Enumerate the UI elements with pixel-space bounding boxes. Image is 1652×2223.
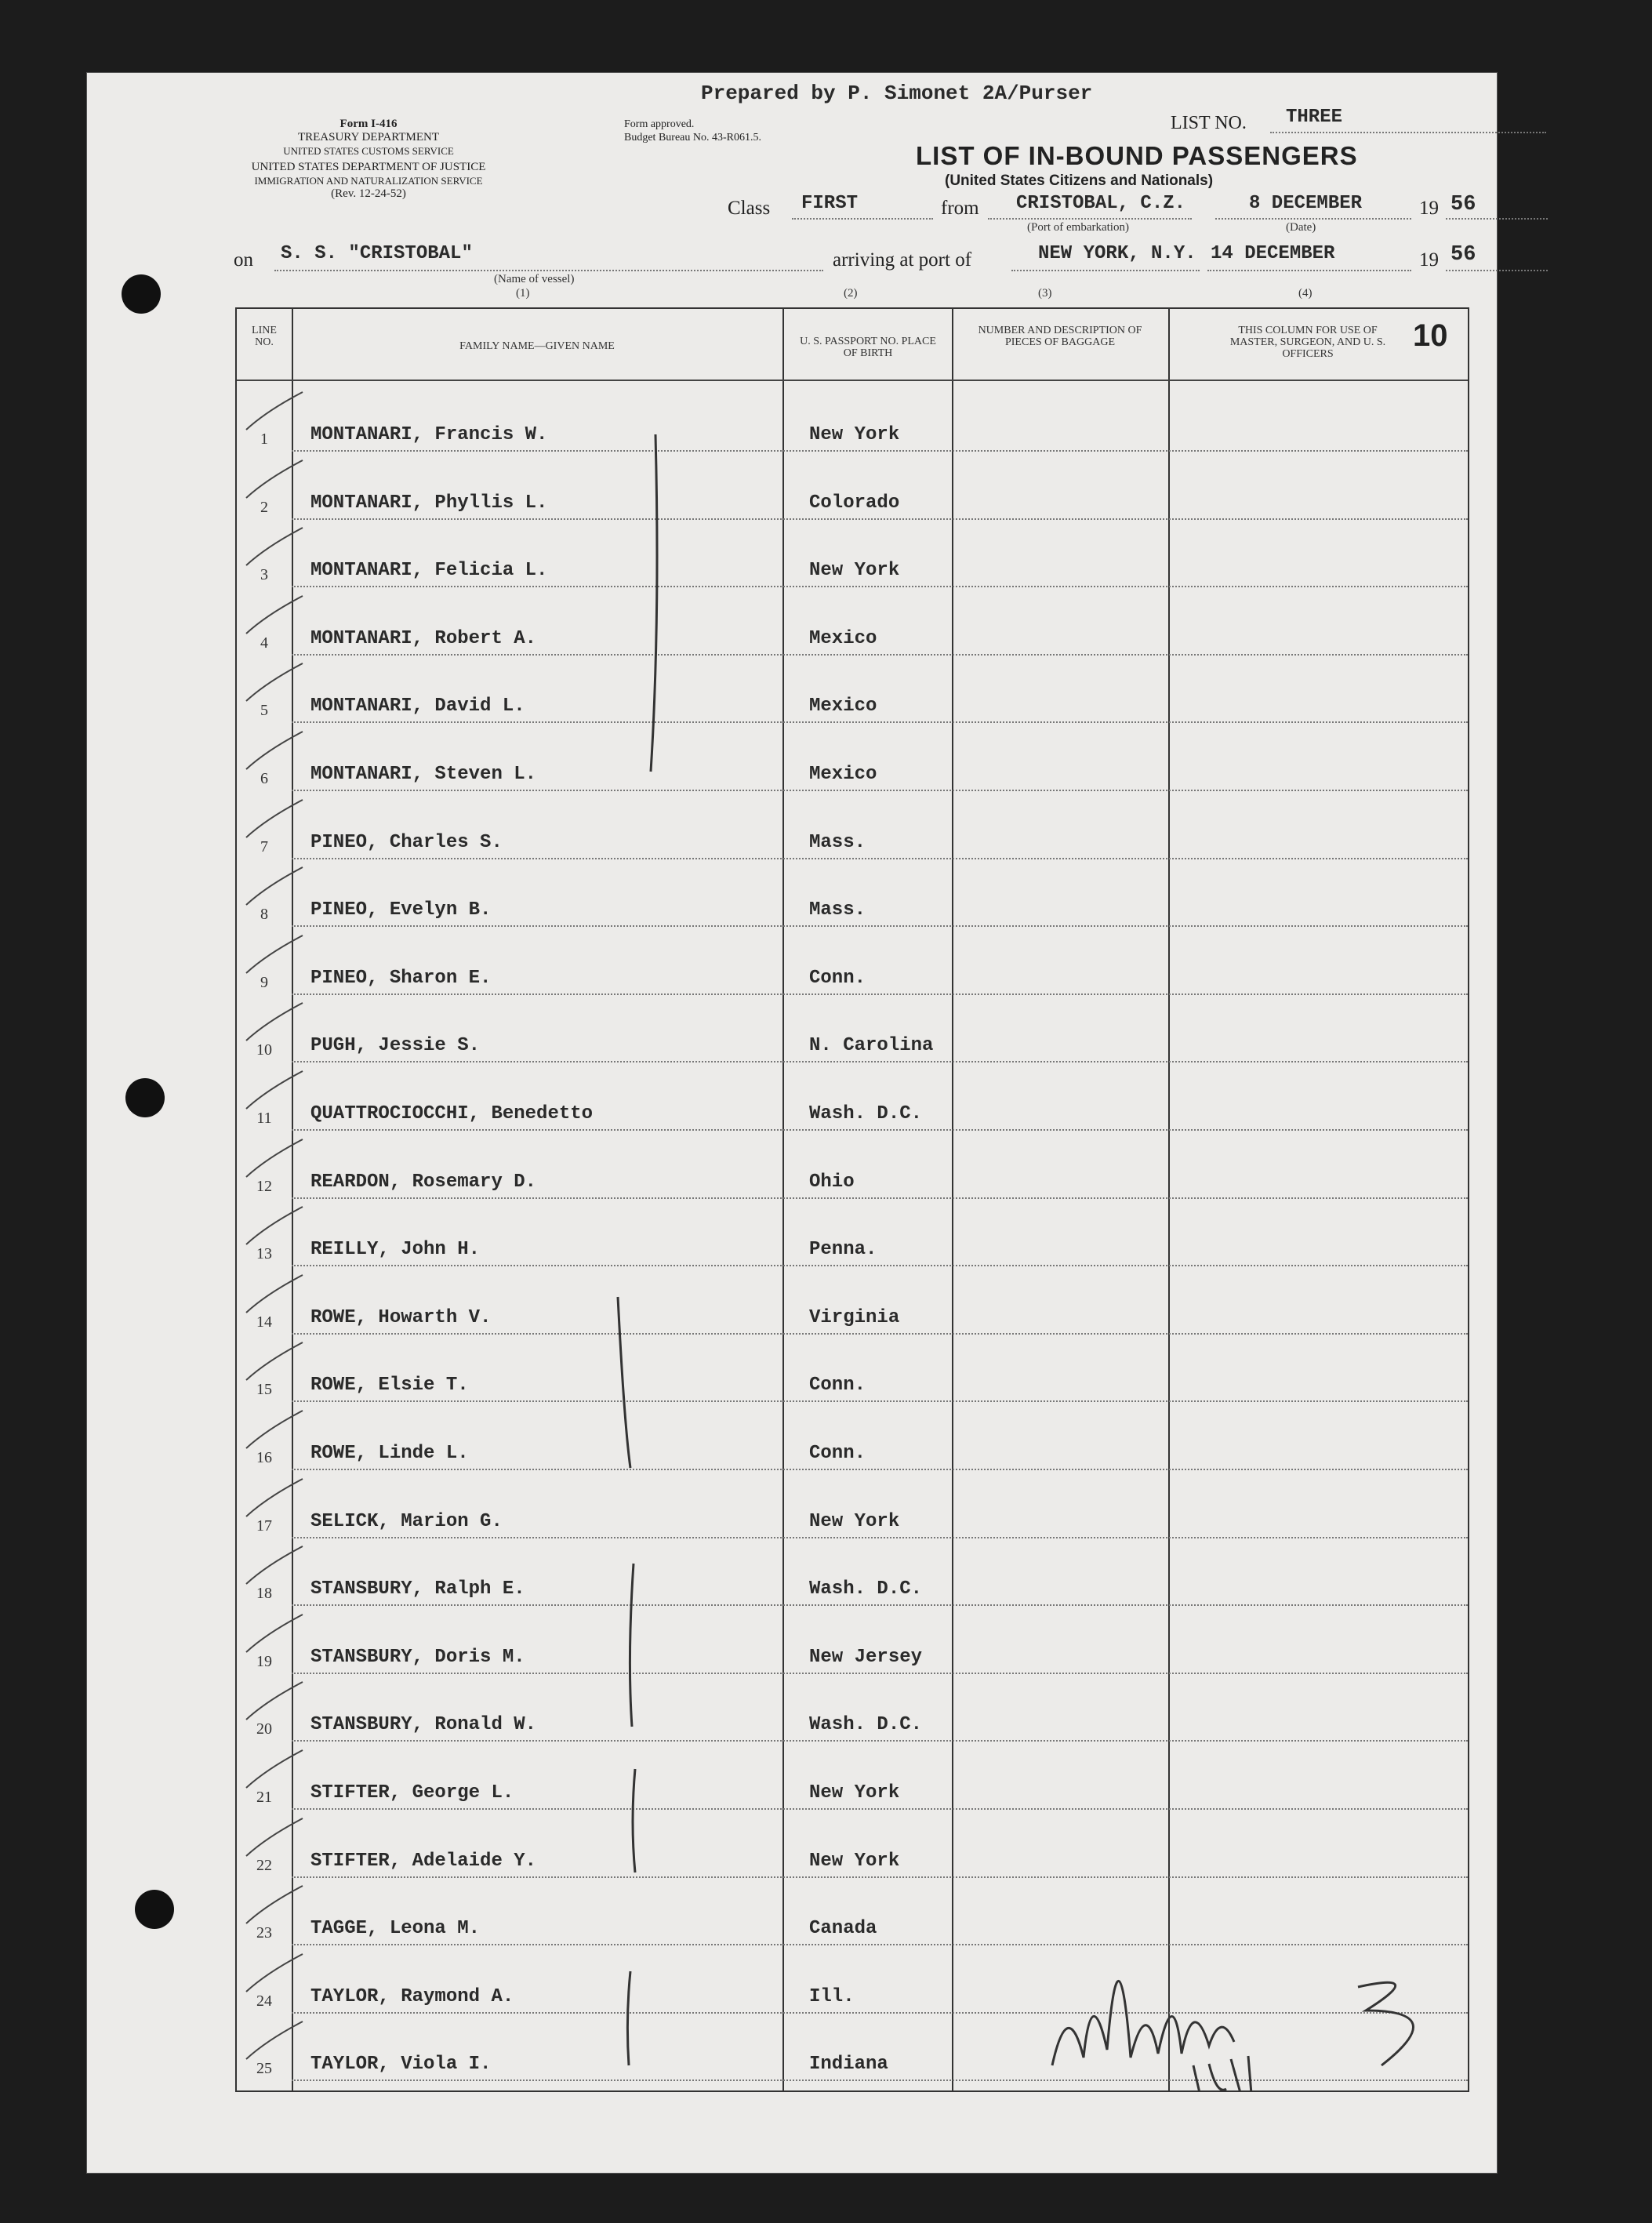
on-label: on — [234, 249, 253, 271]
arrival-year-prefix: 19 — [1419, 249, 1439, 271]
passenger-name: MONTANARI, Robert A. — [310, 627, 537, 649]
bracket-marks — [237, 309, 1468, 2090]
passenger-name: PINEO, Charles S. — [310, 831, 503, 853]
passenger-name: REILLY, John H. — [310, 1239, 481, 1261]
line-number: 23 — [256, 1924, 272, 1942]
punch-hole-top — [122, 274, 161, 314]
from-label: from — [941, 198, 979, 219]
bracket-rowe — [618, 1297, 630, 1468]
passenger-name: SELICK, Marion G. — [310, 1510, 503, 1532]
embarkation-port: CRISTOBAL, C.Z. — [1016, 193, 1186, 214]
line-number: 12 — [256, 1177, 272, 1195]
column-ref-4: (4) — [1298, 287, 1313, 300]
line-number: 9 — [260, 973, 268, 991]
place-of-birth: New York — [809, 560, 900, 582]
punch-hole-middle — [125, 1078, 165, 1117]
line-number: 18 — [256, 1585, 272, 1603]
date-caption: (Date) — [1286, 221, 1316, 234]
col-header-line: LINE NO. — [252, 325, 277, 348]
line-number: 17 — [256, 1517, 272, 1535]
line-number: 10 — [256, 1041, 272, 1059]
place-of-birth: Mass. — [809, 899, 866, 921]
passenger-name: MONTANARI, Francis W. — [310, 424, 548, 445]
place-of-birth: Conn. — [809, 1375, 866, 1397]
place-of-birth: Conn. — [809, 1443, 866, 1464]
arrival-date-line — [1207, 270, 1411, 271]
arriving-label: arriving at port of — [833, 249, 972, 271]
column-ref-3: (3) — [1038, 287, 1052, 300]
place-of-birth: Mexico — [809, 696, 877, 717]
passenger-name: ROWE, Elsie T. — [310, 1375, 469, 1397]
place-of-birth: New York — [809, 1850, 900, 1872]
vessel-caption: (Name of vessel) — [494, 273, 575, 285]
passenger-name: TAYLOR, Raymond A. — [310, 1985, 514, 2007]
col-header-name: FAMILY NAME—GIVEN NAME — [459, 340, 615, 352]
passenger-name: PUGH, Jessie S. — [310, 1035, 481, 1057]
place-of-birth: Colorado — [809, 492, 900, 514]
column-ref-2: (2) — [844, 287, 858, 300]
prepared-by: Prepared by P. Simonet 2A/Purser — [701, 82, 1093, 105]
line-number: 5 — [260, 702, 268, 720]
line-number: 8 — [260, 906, 268, 924]
line-number: 19 — [256, 1652, 272, 1670]
passenger-name: STANSBURY, Ralph E. — [310, 1578, 525, 1600]
year-line — [1446, 218, 1548, 220]
passenger-name: STIFTER, George L. — [310, 1782, 514, 1803]
place-of-birth: Mexico — [809, 764, 877, 785]
page-number: 10 — [1413, 318, 1448, 353]
passenger-name: MONTANARI, Phyllis L. — [310, 492, 548, 514]
col-header-baggage: NUMBER AND DESCRIPTION OF PIECES OF BAGGAGE — [978, 325, 1142, 348]
place-of-birth: New York — [809, 1782, 900, 1803]
passenger-name: PINEO, Evelyn B. — [310, 899, 492, 921]
bracket-stifter — [633, 1769, 635, 1872]
passenger-name: QUATTROCIOCCHI, Benedetto — [310, 1103, 594, 1124]
budget-bureau: Budget Bureau No. 43-R061.5. — [624, 132, 761, 143]
place-of-birth: Conn. — [809, 967, 866, 989]
col-header-officers: THIS COLUMN FOR USE OF MASTER, SURGEON, AND U. S. OFFICERS — [1229, 325, 1386, 360]
passenger-name: STANSBURY, Doris M. — [310, 1646, 525, 1668]
vessel-line — [274, 270, 823, 271]
place-of-birth: New Jersey — [809, 1646, 923, 1668]
place-of-birth: Ill. — [809, 1985, 855, 2007]
arrival-port-line — [1011, 270, 1200, 271]
col-header-passport: U. S. PASSPORT NO. PLACE OF BIRTH — [800, 336, 936, 359]
line-number: 2 — [260, 498, 268, 516]
passenger-name: TAYLOR, Viola I. — [310, 2054, 492, 2076]
place-of-birth: Mass. — [809, 831, 866, 853]
arrival-port: NEW YORK, N.Y. — [1038, 243, 1196, 264]
passenger-name: REARDON, Rosemary D. — [310, 1171, 537, 1193]
page-title: LIST OF IN-BOUND PASSENGERS — [916, 141, 1358, 170]
line-number: 25 — [256, 2060, 272, 2078]
place-of-birth: Virginia — [809, 1306, 900, 1328]
passenger-name: PINEO, Sharon E. — [310, 967, 492, 989]
column-ref-1: (1) — [516, 287, 530, 300]
place-of-birth: Wash. D.C. — [809, 1103, 923, 1124]
passenger-name: MONTANARI, Felicia L. — [310, 560, 548, 582]
passenger-name: TAGGE, Leona M. — [310, 1918, 481, 1940]
line-number: 13 — [256, 1245, 272, 1263]
bracket-montanari — [651, 434, 657, 772]
list-no-label: LIST NO. — [1171, 113, 1247, 133]
passenger-name: STANSBURY, Ronald W. — [310, 1714, 537, 1736]
revision: (Rev. 12-24-52) — [331, 187, 406, 200]
agency-block — [227, 118, 510, 201]
passenger-table — [235, 307, 1469, 2092]
vessel-name: S. S. "CRISTOBAL" — [281, 243, 473, 264]
place-of-birth: Wash. D.C. — [809, 1714, 923, 1736]
customs-service: UNITED STATES CUSTOMS SERVICE — [283, 145, 454, 157]
ins-service: IMMIGRATION AND NATURALIZATION SERVICE — [254, 175, 483, 187]
line-number: 4 — [260, 634, 268, 652]
line-number: 6 — [260, 770, 268, 787]
class-line — [792, 218, 933, 220]
from-line — [988, 218, 1192, 220]
place-of-birth: New York — [809, 1510, 900, 1532]
passenger-name: STIFTER, Adelaide Y. — [310, 1850, 537, 1872]
departure-year: 56 — [1450, 193, 1476, 216]
line-number: 21 — [256, 1789, 272, 1806]
line-number: 24 — [256, 1992, 272, 2010]
passenger-name: ROWE, Linde L. — [310, 1443, 469, 1464]
arrival-year-line — [1446, 270, 1548, 271]
page-subtitle: (United States Citizens and Nationals) — [945, 173, 1214, 189]
place-of-birth: Wash. D.C. — [809, 1578, 923, 1600]
place-of-birth: N. Carolina — [809, 1035, 934, 1057]
line-number: 16 — [256, 1449, 272, 1466]
place-of-birth: Indiana — [809, 2054, 888, 2076]
passenger-name: MONTANARI, David L. — [310, 696, 525, 717]
class-label: Class — [728, 198, 771, 219]
list-no-line — [1270, 132, 1546, 133]
list-no-value: THREE — [1286, 107, 1343, 128]
line-number: 11 — [256, 1110, 272, 1127]
treasury-dept: TREASURY DEPARTMENT — [297, 131, 440, 143]
bracket-taylor — [627, 1971, 630, 2065]
bracket-stansbury — [630, 1564, 634, 1727]
arrival-year: 56 — [1450, 243, 1476, 267]
form-approved: Form approved. — [624, 118, 695, 130]
place-of-birth: Canada — [809, 1918, 877, 1940]
place-of-birth: Ohio — [809, 1171, 855, 1193]
departure-date: 8 DECEMBER — [1249, 193, 1363, 214]
line-number: 7 — [260, 837, 268, 855]
punch-hole-bottom — [135, 1890, 174, 1929]
class-value: FIRST — [801, 193, 859, 214]
approval-block — [624, 118, 761, 144]
passenger-name: ROWE, Howarth V. — [310, 1306, 492, 1328]
place-of-birth: Penna. — [809, 1239, 877, 1261]
handwritten-signature — [1052, 1981, 1414, 2090]
embarkation-caption: (Port of embarkation) — [1027, 221, 1129, 234]
line-number: 1 — [260, 430, 268, 448]
line-number: 22 — [256, 1856, 272, 1874]
place-of-birth: Mexico — [809, 627, 877, 649]
place-of-birth: New York — [809, 424, 900, 445]
year-prefix: 19 — [1419, 198, 1439, 219]
passenger-name: MONTANARI, Steven L. — [310, 764, 537, 785]
line-number: 20 — [256, 1720, 272, 1738]
arrival-date: 14 DECEMBER — [1211, 243, 1335, 264]
line-number: 3 — [260, 566, 268, 584]
line-number: 14 — [256, 1313, 272, 1331]
form-number: Form I-416 — [339, 118, 398, 130]
line-number: 15 — [256, 1381, 272, 1399]
justice-dept: UNITED STATES DEPARTMENT OF JUSTICE — [251, 161, 486, 173]
date-line — [1215, 218, 1411, 220]
